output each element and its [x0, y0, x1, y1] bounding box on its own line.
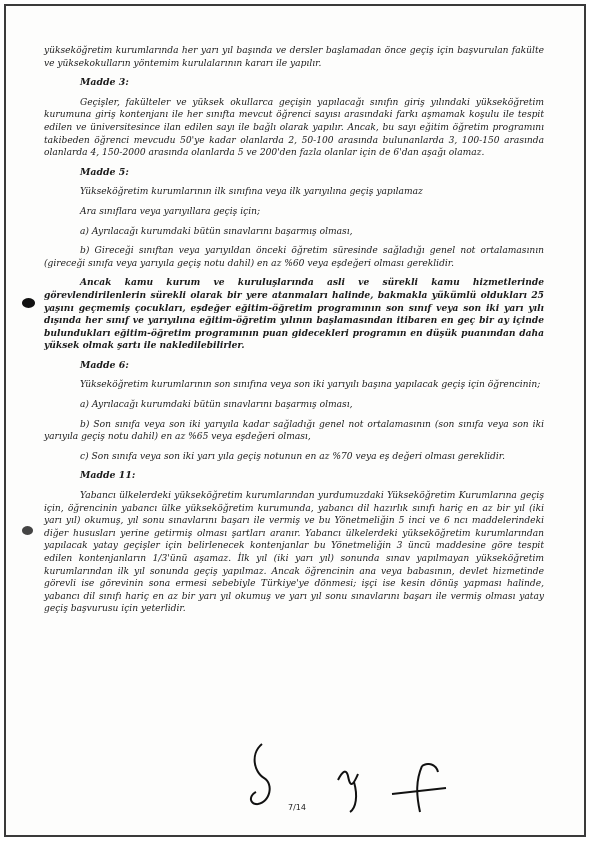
madde-6-paragraph-1: Yükseköğretim kurumlarının son sınıfına veya son iki yarıyılı başına yapılacak geçiş için öğrencinin; — [80, 380, 541, 391]
madde-3-heading: Madde 3: — [80, 77, 129, 89]
madde-5-heading: Madde 5: — [80, 166, 129, 178]
madde-5-paragraph-exception: Ancak kamu kurum ve kuruluşlarında asli ve sürekli kamu hizmetlerinde görevlendirilenlerin sürekli olarak bir yere atanmaları halinde, bakmakla yükümlü oldukları 25 yaşını geçmemiş çocukları, eşdeğer eğitim-öğretim programının son sınıf veya son iki yarı yılı dışında her sınıf ve yarıyılına eğitim-öğretim yılının başlamasından itibaren en geç bir ay içinde bulundukları eğitim-öğretim programının puan gidecekleri programın en düşük puanından daha yüksek olmak şartı ile nakledilebilirler. — [44, 277, 544, 352]
signature-1 — [251, 744, 270, 804]
madde-5-item-b: b) Gireceği sınıftan veya yarıyıldan önceki öğretim süresinde sağladığı genel not ortalamasının (gireceği sınıfa veya yarıyıla geçiş notu dahil) en az %60 veya eşdeğeri olması gereklidir. — [44, 246, 544, 269]
madde-5-paragraph-2: Ara sınıflara veya yarıyıllara geçiş için; — [80, 206, 261, 217]
intro-paragraph: yükseköğretim kurumlarında her yarı yıl başında ve dersler başlamadan önce geçiş için başvurulan fakülte ve yüksekokulların yöntemim kurulalarının kararı ile yapılır. — [44, 46, 544, 69]
madde-11-paragraph: Yabancı ülkelerdeki yükseköğretim kurumlarından yurdumuzdaki Yükseköğretim Kurumlarına geçiş için, öğrencinin yabancı ülke yükseköğretim kurumunda, yabancı dil hazırlık sınıfı hariç en az bir yıl (iki yarı yıl) okumuş, yıl sonu sınavlarını başarı ile vermiş ve bu Yönetmeliğin 5 inci ve 6 ncı maddelerindeki diğer hususları yerine getirmiş olması şartları aranır. Yabancı ülkelerdeki yükseköğretim kurumlarından yapılacak yatay geçişler için belirlenecek kontenjanlar bu Yönetmeliğin 3 üncü maddesine göre tespit edilen kontenjanların 1/3'ünü aşamaz. İlk yıl (iki yarı yıl) sonunda sınav yapılmayan yükseköğretim kurumlarından ilk yıl sonunda geçiş yapılmaz. Ancak öğrencinin ana veya babasının, devlet hizmetinde görevli ise görevinin sona ermesi sebebiyle Türkiye'ye dönmesi; işçi ise kesin dönüş yapması halinde, yabancı dil sınıfı hariç en az bir yarı yıl okumuş ve yarı yıl sonu sınavlarını başarı ile vermiş olması yatay geçiş başvurusu için yeterlidir. — [44, 491, 544, 615]
madde-3-paragraph: Geçişler, fakülteler ve yüksek okullarca geçişin yapılacağı sınıfın giriş yılındaki yükseköğretim kurumuna giriş kontenjanı ile her sınıfta mevcut öğrenci sayısı arasındaki farkı aşmamak koşulu ile tespit edilen ve üniversitesince ilan edilen sayı ile bağlı olarak yapılır. Ancak, bu sayı eğitim öğretim programını takibeden öğrenci mevcudu 50'ye kadar olanlarda 2, 50-100 arasında bulunanlarda 3, 100-150 arasında olanlarda 4, 150-2000 arasında olanlarda 5 ve 200'den fazla olanlar için de 6'dan aşağı olamaz. — [44, 97, 544, 159]
page-number: 7/14 — [288, 803, 306, 812]
madde-6-item-a: a) Ayrılacağı kurumdaki bütün sınavlarını başarmış olması, — [80, 400, 353, 411]
madde-6-item-b: b) Son sınıfa veya son iki yarıyıla kadar sağladığı genel not ortalamasının (son sınıfa veya son iki yarıyıla geçiş notu dahil) en az %65 veya eşdeğeri olması, — [44, 419, 544, 443]
punch-hole-mark-upper — [22, 298, 35, 308]
madde-5-item-a: a) Ayrılacağı kurumdaki bütün sınavlarını başarmış olması, — [80, 226, 353, 237]
madde-5-paragraph-1: Yükseköğretim kurumlarının ilk sınıfına veya ilk yarıyılına geçiş yapılamaz — [80, 187, 423, 198]
madde-6-item-c: c) Son sınıfa veya son iki yarı yıla geçiş notunun en az %70 veya eş değeri olması gereklidir. — [80, 451, 506, 462]
punch-hole-mark-lower — [22, 526, 33, 535]
madde-6-heading: Madde 6: — [80, 359, 129, 371]
madde-11-heading: Madde 11: — [80, 470, 136, 482]
document-body — [44, 45, 544, 623]
